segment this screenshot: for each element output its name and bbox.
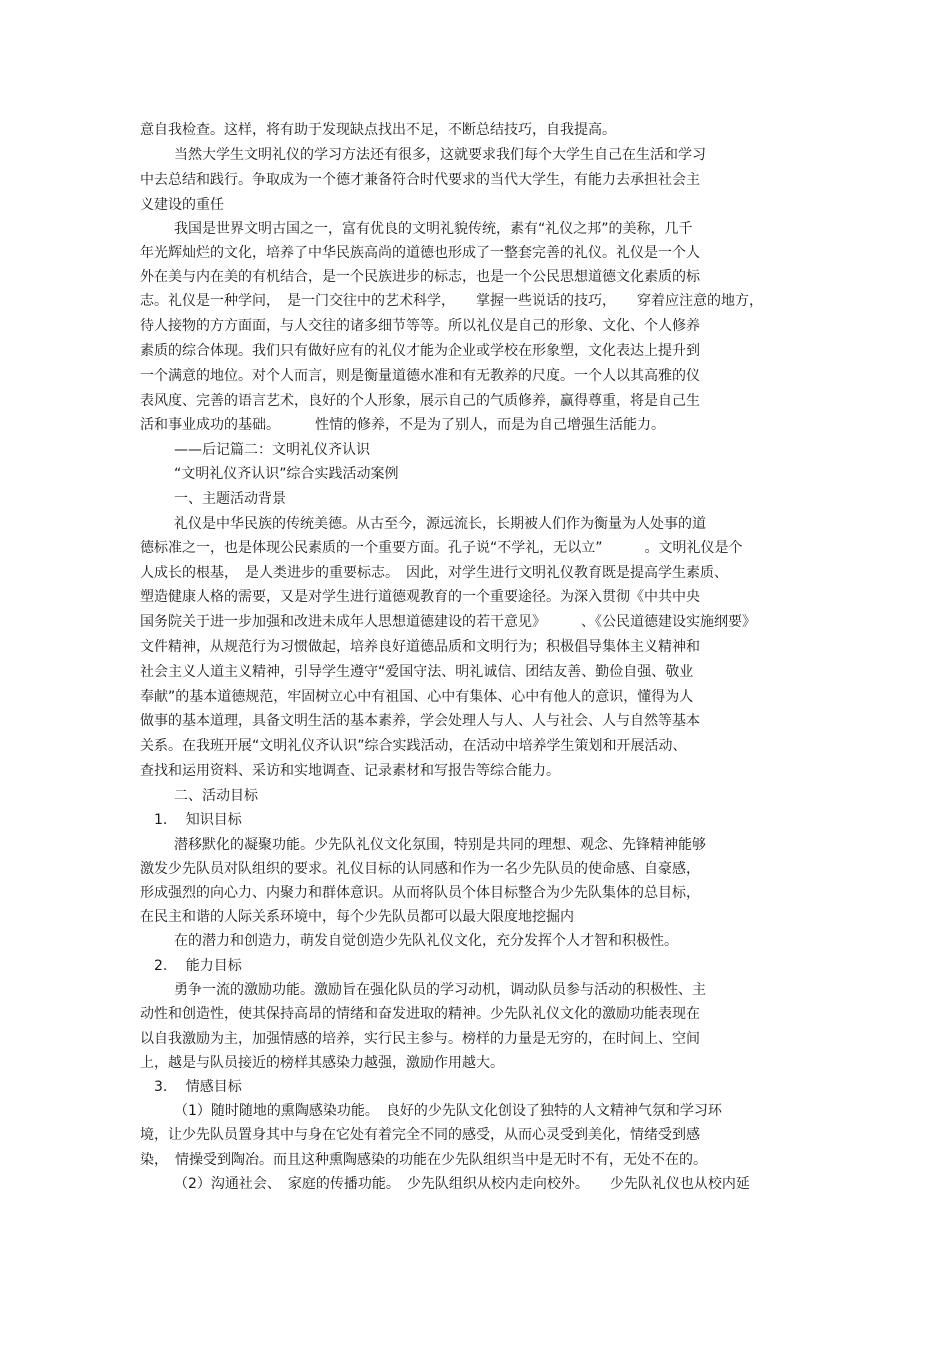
text-line: 勇争一流的激励功能。激励旨在强化队员的学习动机，调动队员参与活动的积极性、主 xyxy=(174,982,706,998)
text-line: 关系。在我班开展“文明礼仪齐认识”综合实践活动，在活动中培养学生策划和开展活动、 xyxy=(140,738,687,754)
text-line: 德标准之一，也是体现公民素质的一个重要方面。孔子说“不学礼，无以立” 。文明礼仪是个 xyxy=(140,540,743,556)
text-line: （2）沟通社会、 家庭的传播功能。 少先队组织从校内走向校外。 少先队礼仪也从校内延 xyxy=(174,1176,750,1192)
text-line: 在的潜力和创造力，萌发自觉创造少先队礼仪文化，充分发挥个人才智和积极性。 xyxy=(174,933,678,949)
text-line: 查找和运用资料、采访和实地调查、记录素材和写报告等综合能力。 xyxy=(140,763,560,779)
text-line: 奉献”的基本道德规范，牢固树立心中有祖国、心中有集体、心中有他人的意识，懂得为人 xyxy=(140,689,694,705)
text-line: 一、主题活动背景 xyxy=(174,491,286,507)
text-line: 素质的综合体现。我们只有做好应有的礼仪才能为企业或学校在形象塑，文化表达上提升到 xyxy=(140,343,700,359)
text-line: 社会主义人道主义精神，引导学生遵守“爱国守法、明礼诚信、团结友善、勤俭自强、敬业 xyxy=(140,664,694,680)
text-line: 以自我激励为主，加强情感的培养，实行民主参与。榜样的力量是无穷的，在时间上、空间 xyxy=(140,1031,700,1047)
text-line: 活和事业成功的基础。 性情的修养，不是为了别人，而是为自己增强生活能力。 xyxy=(140,417,665,433)
text-line: 潜移默化的凝聚功能。少先队礼仪文化氛围，特别是共同的理想、观念、先锋精神能够 xyxy=(174,837,706,853)
text-line: 表风度、完善的语言艺术，良好的个人形象，展示自己的气质修养，赢得尊重，将是自己生 xyxy=(140,393,700,409)
text-line: 中去总结和践行。争取成为一个德才兼备符合时代要求的当代大学生，有能力去承担社会主 xyxy=(140,172,700,188)
text-line: 塑造健康人格的需要，又是对学生进行道德观教育的一个重要途径。为深入贯彻《中共中央 xyxy=(140,589,700,605)
text-line: 2. 能力目标 xyxy=(154,958,242,974)
text-line: 一个满意的地位。对个人而言，则是衡量道德水准和有无教养的尺度。一个人以其高雅的仪 xyxy=(140,368,700,384)
text-line: 动性和创造性，使其保持高昂的情绪和奋发进取的精神。少先队礼仪文化的激励功能表现在 xyxy=(140,1006,700,1022)
text-line: 义建设的重任 xyxy=(140,197,224,213)
text-line: 志。礼仪是一种学问， 是一门交往中的艺术科学， 掌握一些说话的技巧， 穿着应注意的地方， xyxy=(140,293,763,309)
text-line: （1）随时随地的熏陶感染功能。 良好的少先队文化创设了独特的人文精神气氛和学习环 xyxy=(174,1103,722,1119)
text-line: 外在美与内在美的有机结合，是一个民族进步的标志，也是一个公民思想道德文化素质的标 xyxy=(140,269,700,285)
text-line: 形成强烈的向心力、内聚力和群体意识。从而将队员个体目标整合为少先队集体的总目标， xyxy=(140,885,700,901)
text-line: 染， 情操受到陶冶。而且这种熏陶感染的功能在少先队组织当中是无时不有，无处不在的。 xyxy=(140,1152,707,1168)
text-line: 礼仪是中华民族的传统美德。从古至今，源远流长，长期被人们作为衡量为人处事的道 xyxy=(174,516,706,532)
text-line: 境，让少先队员置身其中与身在它处有着完全不同的感受，从而心灵受到美化，情绪受到感 xyxy=(140,1127,700,1143)
text-line: 当然大学生文明礼仪的学习方法还有很多，这就要求我们每个大学生自己在生活和学习 xyxy=(174,147,706,163)
text-line: 国务院关于进一步加强和改进未成年人思想道德建设的若干意见》 、《公民道德建设实施纲要》 xyxy=(140,614,756,630)
text-line: 文件精神，从规范行为习惯做起，培养良好道德品质和文明行为；积极倡导集体主义精神和 xyxy=(140,639,700,655)
text-line: 激发少先队员对队组织的要求。礼仪目标的认同感和作为一名少先队员的使命感、自豪感， xyxy=(140,861,700,877)
text-line: 人成长的根基， 是人类进步的重要标志。 因此，对学生进行文明礼仪教育既是提高学生素质、 xyxy=(140,565,728,581)
text-line: 我国是世界文明古国之一，富有优良的文明礼貌传统，素有“礼仪之邦”的美称，几千 xyxy=(174,221,693,237)
text-line: 年光辉灿烂的文化，培养了中华民族高尚的道德也形成了一整套完善的礼仪。礼仪是一个人 xyxy=(140,245,700,261)
text-line: 做事的基本道理，具备文明生活的基本素养，学会处理人与人、人与社会、人与自然等基本 xyxy=(140,713,700,729)
text-line: “文明礼仪齐认识”综合实践活动案例 xyxy=(174,466,399,482)
text-line: 1. 知识目标 xyxy=(154,812,242,828)
text-line: ——后记篇二：文明礼仪齐认识 xyxy=(174,442,370,458)
text-line: 二、活动目标 xyxy=(174,788,258,804)
text-line: 上，越是与队员接近的榜样其感染力越强，激励作用越大。 xyxy=(140,1055,504,1071)
text-line: 3. 情感目标 xyxy=(154,1079,242,1095)
text-line: 意自我检查。这样，将有助于发现缺点找出不足，不断总结技巧，自我提高。 xyxy=(140,122,616,138)
text-line: 待人接物的方方面面，与人交往的诸多细节等等。所以礼仪是自己的形象、文化、个人修养 xyxy=(140,318,700,334)
text-line: 在民主和谐的人际关系环境中，每个少先队员都可以最大限度地挖掘内 xyxy=(140,909,574,925)
